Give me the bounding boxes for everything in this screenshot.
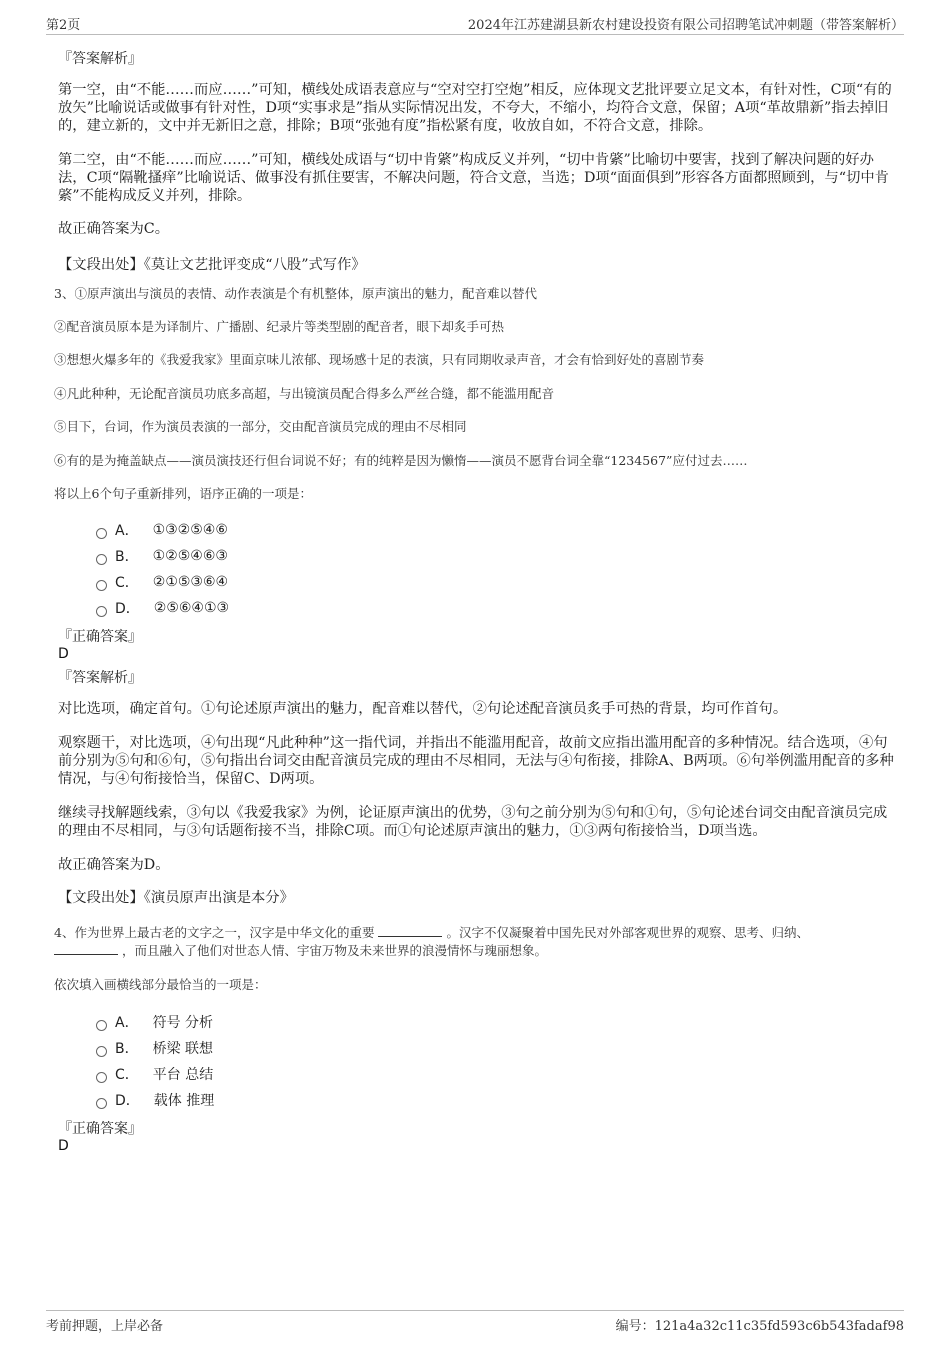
question-4-option-b[interactable] <box>96 1038 213 1058</box>
option-letter: D． <box>115 1093 140 1109</box>
document-title: 2024年江苏建湖县新农村建设投资有限公司招聘笔试冲刺题（带答案解析） <box>467 18 904 33</box>
radio-button[interactable] <box>96 1098 107 1109</box>
fill-blank <box>378 924 442 937</box>
correct-answer-tag: 『正确答案』 <box>58 629 142 645</box>
option-letter: C． <box>115 1067 139 1083</box>
analysis-paragraph: 继续寻找解题线索，③句以《我爱我家》为例，论证原声演出的优势，③句之前分别为⑤句和①句，⑤句论述台词交由配音演员完成的理由不尽相同，与③句话题衔接不当，排除C项。而①句论述原声演出的魅力，①③两句衔接恰当，D项当选。 <box>58 805 888 839</box>
question-3-option-a[interactable] <box>96 520 228 540</box>
question-4-stem-part: 4、作为世界上最古老的文字之一，汉字是中华文化的重要 <box>54 925 375 940</box>
option-text: 桥梁 联想 <box>152 1041 214 1057</box>
question-3-sentence-2: ②配音演员原本是为译制片、广播剧、纪录片等类型剧的配音者，眼下却炙手可热 <box>54 319 505 334</box>
analysis-tag: 『答案解析』 <box>58 51 142 67</box>
correct-answer-tag: 『正确答案』 <box>58 1121 142 1137</box>
source-citation: 【文段出处】《莫让文艺批评变成“八股”式写作》 <box>58 257 366 273</box>
question-3-sentence-5: ⑤目下，台词，作为演员表演的一部分，交由配音演员完成的理由不尽相同 <box>54 419 467 434</box>
question-4-stem-part: 。汉字不仅凝聚着中国先民对外部客观世界的观察、思考、归纳、 <box>446 925 809 940</box>
option-text: 符号 分析 <box>152 1015 214 1031</box>
option-text: ②⑤⑥④①③ <box>153 600 230 616</box>
question-3-sentence-6: ⑥有的是为掩盖缺点——演员演技还行但台词说不好；有的纯粹是因为懒惰——演员不愿背台词全靠“1234567”应付过去…… <box>54 453 748 468</box>
option-letter: C． <box>115 575 139 591</box>
option-letter: B． <box>115 549 139 565</box>
page-header <box>46 14 904 35</box>
analysis-paragraph: 第一空，由“不能……而应……”可知，横线处成语表意应与“空对空打空炮”相反，应体现文艺批评要立足文本，有针对性，C项“有的放矢”比喻说话或做事有针对性，D项“实事求是”指从实际情况出发，不夸大，不缩小，均符合文意，保留；A项“革故鼎新”指去掉旧的，建立新的，文中并无新旧之意，排除；B项“张弛有度”指松紧有度，收放自如，不符合文意，排除。 <box>58 82 892 134</box>
correct-answer: D <box>58 1138 69 1154</box>
radio-button[interactable] <box>96 606 107 617</box>
question-4-stem-part: ，而且融入了他们对世态人情、宇宙万物及未来世界的浪漫情怀与瑰丽想象。 <box>121 943 547 958</box>
option-text: 平台 总结 <box>152 1067 214 1083</box>
radio-button[interactable] <box>96 1046 107 1057</box>
radio-button[interactable] <box>96 528 107 539</box>
analysis-paragraph: 观察题干，对比选项，④句出现“凡此种种”这一指代词，并指出不能滥用配音，故前文应指出滥用配音的多种情况。结合选项，④句前分别为⑤句和⑥句，⑤句指出台词交由配音演员完成的理由不尽相同，无法与④句衔接，排除A、B两项。⑥句举例滥用配音的多种情况，与④句衔接恰当，保留C、D两项。 <box>58 735 894 787</box>
radio-button[interactable] <box>96 580 107 591</box>
analysis-conclusion: 故正确答案为D。 <box>58 857 170 873</box>
analysis-paragraph: 第二空，由“不能……而应……”可知，横线处成语与“切中肯綮”构成反义并列，“切中肯綮”比喻切中要害，找到了解决问题的好办法，C项“隔靴搔痒”比喻说话、做事没有抓住要害，不解决问题，符合文意，当选；D项“面面俱到”形容各方面都照顾到，与“切中肯綮”不能构成反义并列，排除。 <box>58 152 889 204</box>
question-3-option-c[interactable] <box>96 572 228 592</box>
question-3-prompt: 将以上6个句子重新排列，语序正确的一项是： <box>54 486 312 501</box>
option-text: ①③②⑤④⑥ <box>152 522 228 538</box>
question-4-option-c[interactable] <box>96 1064 213 1084</box>
question-3-sentence-1: 3、①原声演出与演员的表情、动作表演是个有机整体，原声演出的魅力，配音难以替代 <box>54 286 537 301</box>
option-letter: D． <box>115 601 140 617</box>
radio-button[interactable] <box>96 1072 107 1083</box>
question-3-option-d[interactable] <box>96 598 229 618</box>
analysis-tag: 『答案解析』 <box>58 670 142 686</box>
footer-slogan: 考前押题，上岸必备 <box>46 1319 164 1334</box>
question-3-option-b[interactable] <box>96 546 228 566</box>
option-text: 载体 推理 <box>153 1093 215 1109</box>
option-letter: A． <box>115 1015 139 1031</box>
question-4-prompt: 依次填入画横线部分最恰当的一项是： <box>54 977 267 992</box>
document-id: 编号：121a4a32c11c35fd593c6b543fadaf98 <box>615 1319 904 1334</box>
question-4-option-a[interactable] <box>96 1012 213 1032</box>
fill-blank <box>54 942 118 955</box>
question-4-option-d[interactable] <box>96 1090 214 1110</box>
page-number: 第2页 <box>46 18 81 33</box>
radio-button[interactable] <box>96 554 107 565</box>
option-text: ①②⑤④⑥③ <box>152 548 228 564</box>
correct-answer: D <box>58 646 69 662</box>
analysis-paragraph: 对比选项，确定首句。①句论述原声演出的魅力，配音难以替代，②句论述配音演员炙手可热的背景，均可作首句。 <box>58 701 788 717</box>
option-letter: A． <box>115 523 139 539</box>
option-text: ②①⑤③⑥④ <box>152 574 229 590</box>
page-footer <box>46 1310 904 1336</box>
question-3-sentence-4: ④凡此种种，无论配音演员功底多高超，与出镜演员配合得多么严丝合缝，都不能滥用配音 <box>54 386 555 401</box>
analysis-conclusion: 故正确答案为C。 <box>58 221 170 237</box>
option-letter: B． <box>115 1041 139 1057</box>
source-citation: 【文段出处】《演员原声出演是本分》 <box>58 890 294 906</box>
question-3-sentence-3: ③想想火爆多年的《我爱我家》里面京味儿浓郁、现场感十足的表演，只有同期收录声音，才会有恰到好处的喜剧节奏 <box>54 352 705 367</box>
radio-button[interactable] <box>96 1020 107 1031</box>
question-4-stem <box>54 924 890 960</box>
